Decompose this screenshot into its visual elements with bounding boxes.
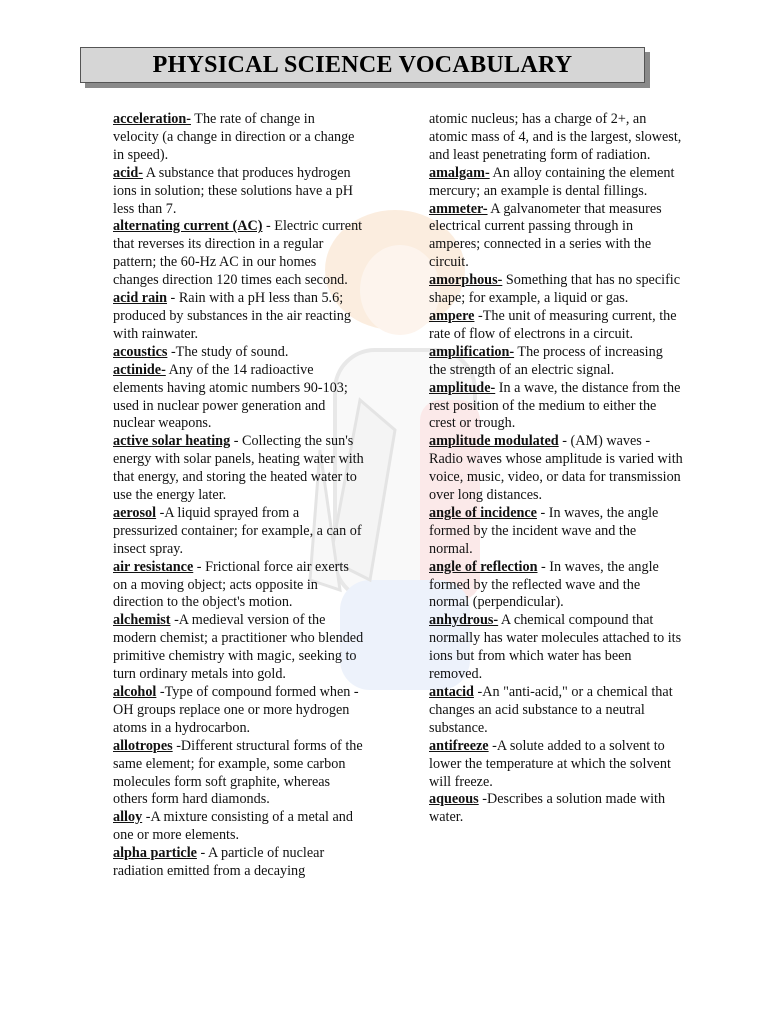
- vocab-term: anhydrous-: [429, 612, 499, 629]
- vocab-term: amorphous-: [429, 272, 503, 289]
- vocab-term: alcohol: [113, 684, 157, 700]
- vocab-term: alchemist: [113, 612, 171, 629]
- vocab-entry: [429, 738, 683, 792]
- vocab-definition: -A liquid sprayed from a pressurized container; for example, a can of insect spray.: [113, 504, 362, 557]
- vocab-term: ammeter-: [429, 200, 488, 217]
- vocab-entry: [429, 165, 683, 201]
- vocab-entry: [113, 165, 364, 219]
- vocab-term: antifreeze: [429, 737, 489, 754]
- vocab-term: angle of reflection: [429, 558, 538, 575]
- vocab-definition: Something that has no specific shape; for example, a liquid or gas.: [429, 272, 681, 307]
- vocab-definition: - Frictional force air exerts on a moving object; acts opposite in direction to the object's motion.: [113, 558, 349, 611]
- vocab-term: alpha particle: [113, 845, 197, 862]
- vocab-term: active solar heating: [113, 433, 231, 450]
- vocab-term: air resistance: [113, 558, 194, 575]
- vocab-definition: -The study of sound.: [167, 343, 289, 360]
- vocab-entry: [113, 218, 364, 290]
- vocab-term: amplification-: [429, 343, 515, 360]
- vocab-entry: [429, 791, 683, 827]
- vocab-definition: -An "anti-acid," or a chemical that changes an acid substance to a neutral substance.: [429, 684, 673, 736]
- vocab-term: alloy: [113, 809, 143, 826]
- vocab-definition: - In waves, the angle formed by the incident wave and the normal.: [429, 504, 659, 557]
- vocab-term: amplitude modulated: [429, 433, 559, 450]
- vocab-definition: The rate of change in velocity (a change in direction or a change in speed).: [113, 111, 355, 163]
- vocab-entry: [113, 433, 364, 505]
- vocab-definition: -Different structural forms of the same element; for example, some carbon molecules form soft graphite, whereas others form hard diamonds.: [113, 737, 363, 808]
- vocab-definition: Any of the 14 radioactive elements having atomic numbers 90-103; used in nuclear power generation and nuclear weapons.: [113, 361, 348, 432]
- vocab-entry: [113, 505, 364, 559]
- vocab-definition: An alloy containing the element mercury; an example is dental fillings.: [429, 164, 675, 199]
- vocab-term: alternating current (AC): [113, 218, 263, 235]
- left-column: [113, 111, 364, 881]
- vocab-term: antacid: [429, 684, 474, 700]
- vocab-definition: -The unit of measuring current, the rate of flow of electrons in a circuit.: [429, 307, 677, 342]
- vocab-term: actinide-: [113, 361, 166, 378]
- vocab-term: amalgam-: [429, 164, 490, 181]
- vocab-definition: - Electric current that reverses its direction in a regular pattern; the 60-Hz AC in our homes changes direction 120 times each second.: [113, 218, 363, 289]
- page-title: PHYSICAL SCIENCE VOCABULARY: [152, 51, 573, 78]
- vocab-definition: A substance that produces hydrogen ions in solution; these solutions have a pH less than 7.: [113, 164, 353, 217]
- vocab-entry: [429, 380, 683, 434]
- vocab-definition: - Rain with a pH less than 5.6; produced by substances in the air reacting with rainwater.: [113, 290, 351, 342]
- vocab-entry: [113, 290, 364, 344]
- vocab-entry-continued: [429, 111, 683, 165]
- vocab-term: amplitude-: [429, 379, 496, 396]
- vocab-definition: The process of increasing the strength of an electric signal.: [429, 343, 663, 378]
- vocab-entry: [429, 308, 683, 344]
- vocab-entry: [113, 612, 364, 684]
- vocab-definition: A galvanometer that measures electrical current passing through in amperes; connected in a series with the circuit.: [429, 200, 662, 271]
- vocab-definition: -A medieval version of the modern chemist; a practitioner who blended primitive chemistry with magic, seeking to turn ordinary metals into gold.: [113, 612, 364, 683]
- vocab-term: aerosol: [113, 504, 157, 521]
- vocab-entry: [429, 684, 683, 738]
- vocab-definition: - A particle of nuclear radiation emitted from a decaying: [113, 845, 325, 880]
- vocab-entry: [113, 559, 364, 613]
- vocab-entry: [113, 684, 364, 738]
- vocab-entry: [113, 809, 364, 845]
- vocab-term: acceleration-: [113, 111, 191, 127]
- vocab-term: ampere: [429, 307, 475, 324]
- vocab-definition: -Describes a solution made with water.: [429, 791, 666, 826]
- vocab-term: acid rain: [113, 290, 167, 307]
- vocab-term: acoustics: [113, 343, 168, 360]
- vocab-definition: A chemical compound that normally has water molecules attached to its ions but from which water has been removed.: [429, 612, 682, 683]
- vocab-entry: [429, 559, 683, 613]
- vocab-term: allotropes: [113, 737, 173, 754]
- vocab-entry: [429, 612, 683, 684]
- vocab-entry: [429, 505, 683, 559]
- vocab-definition: - In waves, the angle formed by the reflected wave and the normal (perpendicular).: [429, 558, 659, 611]
- vocab-definition: - (AM) waves - Radio waves whose amplitude is varied with voice, music, video, or data for transmission over long distances.: [429, 433, 683, 504]
- vocab-entry: [113, 362, 364, 434]
- vocab-entry: [113, 738, 364, 810]
- vocab-entry: [113, 344, 364, 362]
- vocab-entry: [113, 111, 364, 165]
- vocab-term: aqueous: [429, 791, 479, 808]
- vocab-definition: -A solute added to a solvent to lower the temperature at which the solvent will freeze.: [429, 737, 671, 790]
- vocab-entry: [429, 201, 683, 273]
- vocab-entry: [429, 344, 683, 380]
- vocab-definition: -Type of compound formed when -OH groups replace one or more hydrogen atoms in a hydrocarbon.: [113, 684, 359, 736]
- vocab-entry: [429, 433, 683, 505]
- vocab-definition: In a wave, the distance from the rest position of the medium to either the crest or trough.: [429, 379, 681, 432]
- vocab-entry: [429, 272, 683, 308]
- vocab-term: acid-: [113, 164, 143, 181]
- vocab-entry: [113, 845, 364, 881]
- vocab-definition: atomic nucleus; has a charge of 2+, an atomic mass of 4, and is the largest, slowest, and least penetrating form of radiation.: [429, 111, 682, 163]
- vocab-definition: - Collecting the sun's energy with solar panels, heating water with that energy, and storing the heated water to use the energy later.: [113, 433, 364, 504]
- vocab-definition: -A mixture consisting of a metal and one or more elements.: [113, 809, 353, 844]
- vocab-term: angle of incidence: [429, 504, 537, 521]
- right-column: [429, 111, 683, 827]
- title-banner: [80, 47, 645, 83]
